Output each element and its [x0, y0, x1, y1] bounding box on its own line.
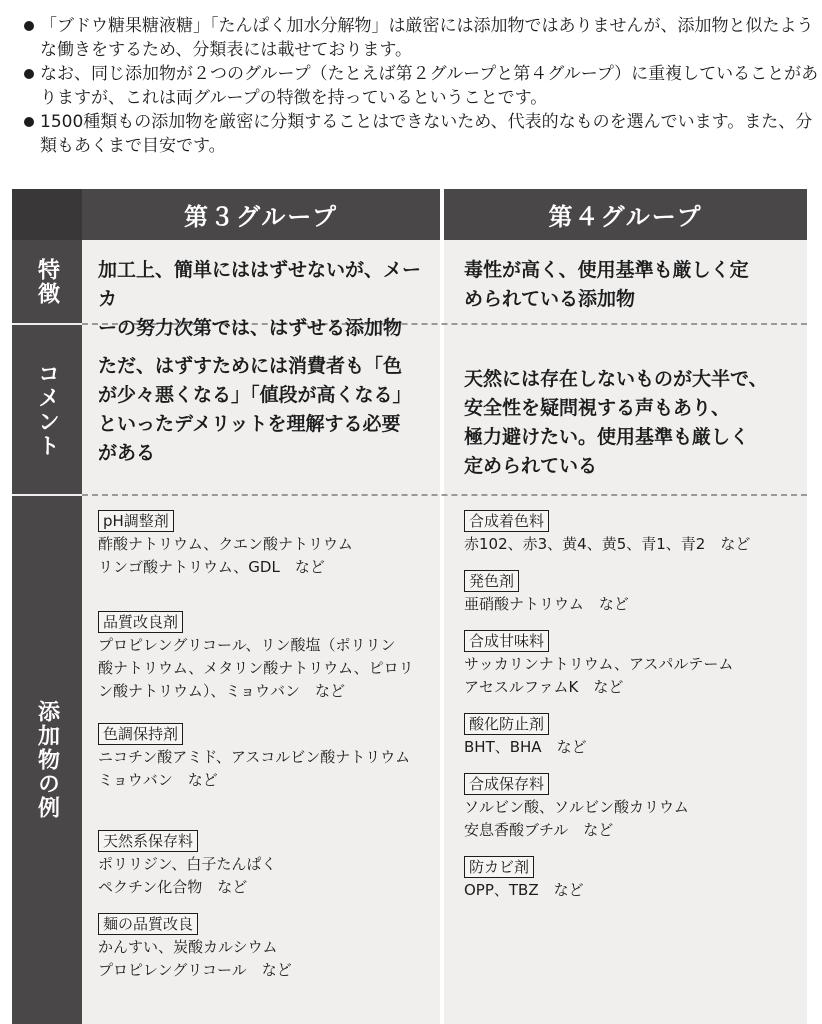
classification-table: [12, 189, 807, 1024]
example-group: [464, 773, 800, 842]
example-line: OPP、TBZ など: [464, 881, 584, 899]
cell-line: がある: [98, 442, 156, 464]
comment-cell-group4: [464, 365, 800, 481]
row-divider: [82, 494, 807, 496]
example-group: [464, 713, 800, 759]
feature-cell-group4: [464, 256, 800, 314]
example-category-label: 酸化防止剤: [464, 713, 549, 735]
cell-line: ーの努力次第では、はずせる添加物: [98, 317, 403, 339]
column-header-group3: 第３グループ: [82, 189, 440, 240]
note-item: [24, 110, 820, 158]
example-line: 酢酸ナトリウム、クエン酸ナトリウム: [98, 535, 353, 553]
example-line: ペクチン化合物 など: [98, 878, 248, 896]
examples-cell-group3: [98, 510, 434, 996]
example-line: かんすい、炭酸カルシウム: [98, 938, 278, 956]
example-category-label: 色調保持剤: [98, 723, 183, 745]
bullet-icon: [24, 69, 34, 79]
example-line: ポリリジン、白子たんぱく: [98, 855, 277, 873]
example-category-label: 合成保存料: [464, 773, 549, 795]
example-group: [464, 630, 800, 699]
row-label-examples: [12, 496, 82, 1024]
example-line: ニコチン酸アミド、アスコルビン酸ナトリウム: [98, 748, 411, 766]
cell-line: 極力避けたい。使用基準も厳しく: [464, 426, 750, 448]
example-group: [98, 723, 434, 792]
column-header-group4: 第４グループ: [444, 189, 807, 240]
note-text: 「ブドウ糖果糖液糖」「たんぱく加水分解物」は厳密には添加物ではありませんが、添加物と似たような働きをするため、分類表には載せております。: [40, 16, 814, 60]
example-line: アセスルファムK など: [464, 678, 624, 696]
cell-line: 安全性を疑問視する声もあり、: [464, 397, 731, 419]
feature-cell-group3: [98, 256, 434, 343]
table-corner: [12, 189, 82, 240]
example-line: ソルビン酸、ソルビン酸カリウム: [464, 798, 689, 816]
example-category-label: 麺の品質改良: [98, 913, 198, 935]
example-category-label: 防カビ剤: [464, 856, 534, 878]
example-group: [464, 856, 800, 902]
example-line: プロピレングリコール など: [98, 961, 292, 979]
cell-line: が少々悪くなる」「値段が高くなる」: [98, 384, 412, 406]
column-divider: [440, 189, 444, 1024]
notes-list: [0, 14, 822, 158]
example-line: サッカリンナトリウム、アスパルテーム: [464, 655, 734, 673]
cell-line: 加工上、簡単にははずせないが、メーカ: [98, 259, 422, 310]
example-group: [98, 913, 434, 982]
row-label-comment: [12, 325, 82, 494]
example-line: 亜硝酸ナトリウム など: [464, 595, 629, 613]
example-category-label: 合成甘味料: [464, 630, 549, 652]
cell-line: ただ、はずすためには消費者も「色: [98, 355, 403, 377]
example-group: [464, 510, 800, 556]
cell-line: といったデメリットを理解する必要: [98, 413, 401, 435]
note-item: [24, 14, 820, 62]
row-label-feature-text: 特徴: [34, 257, 60, 306]
example-group: [98, 611, 434, 703]
cell-line: 毒性が高く、使用基準も厳しく定: [464, 259, 749, 281]
examples-cell-group4: [464, 510, 800, 916]
note-text: なお、同じ添加物が２つのグループ（たとえば第２グループと第４グループ）に重複していることがありますが、これは両グループの特徴を持っているということです。: [40, 64, 819, 108]
bullet-icon: [24, 117, 34, 127]
example-line: リンゴ酸ナトリウム、GDL など: [98, 558, 325, 576]
example-category-label: pH調整剤: [98, 510, 174, 532]
bullet-icon: [24, 21, 34, 31]
comment-cell-group3: [98, 352, 434, 468]
example-category-label: 発色剤: [464, 570, 519, 592]
note-item: [24, 62, 820, 110]
example-line: ミョウバン など: [98, 771, 218, 789]
row-label-comment-text: コメント: [34, 361, 60, 458]
cell-line: められている添加物: [464, 288, 636, 310]
example-line: 安息香酸ブチル など: [464, 821, 614, 839]
example-line: 赤102、赤3、黄4、黄5、青1、青2 など: [464, 535, 751, 553]
example-line: 酸ナトリウム、メタリン酸ナトリウム、ピロリ: [98, 659, 414, 677]
example-group: [464, 570, 800, 616]
cell-line: 定められている: [464, 455, 598, 477]
cell-line: 天然には存在しないものが大半で、: [464, 368, 768, 390]
row-label-feature: [12, 240, 82, 323]
example-line: プロピレングリコール、リン酸塩（ポリリン: [98, 636, 396, 654]
example-group: [98, 510, 434, 579]
example-category-label: 天然系保存料: [98, 830, 198, 852]
note-text: 1500種類もの添加物を厳密に分類することはできないため、代表的なものを選んでいます。また、分類もあくまで目安です。: [40, 112, 813, 156]
example-category-label: 品質改良剤: [98, 611, 183, 633]
row-label-examples-text: 添加物の例: [34, 700, 60, 820]
example-category-label: 合成着色料: [464, 510, 549, 532]
example-line: ン酸ナトリウム）、ミョウバン など: [98, 682, 346, 700]
example-line: BHT、BHA など: [464, 738, 587, 756]
example-group: [98, 830, 434, 899]
